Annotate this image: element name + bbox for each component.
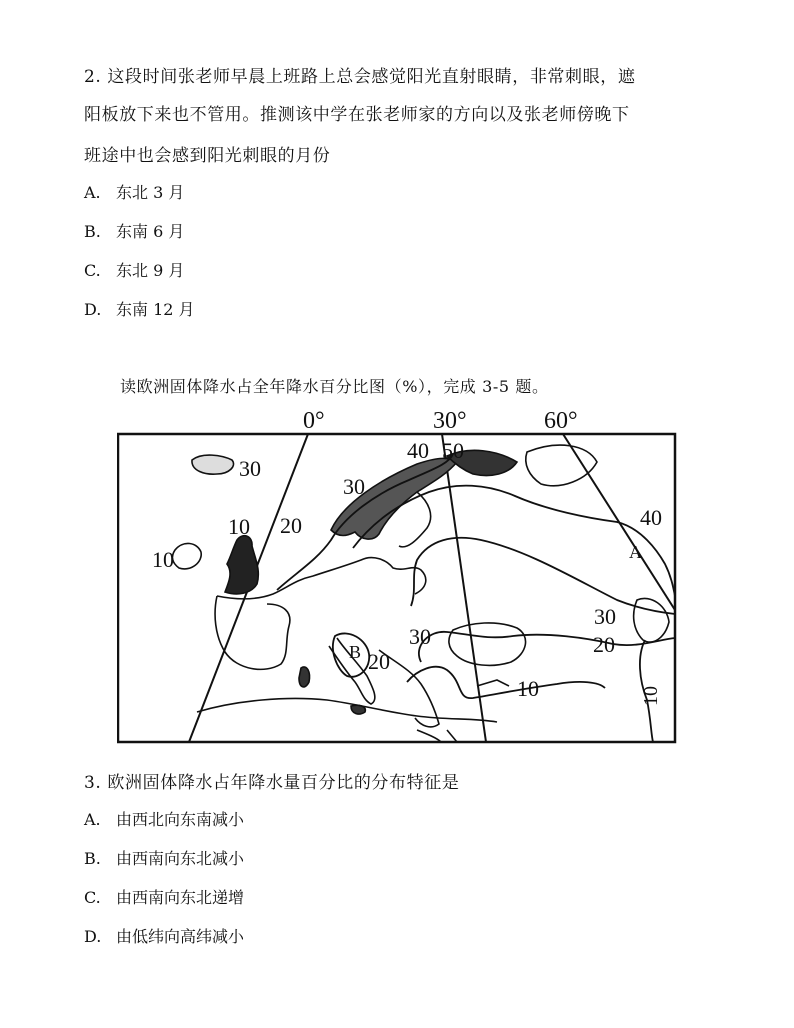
isoline-label-40-east: 40 xyxy=(640,505,662,530)
isoline-label-20-britain: 20 xyxy=(280,513,302,538)
point-label-a: A xyxy=(629,542,642,562)
q3-option-b xyxy=(84,846,244,869)
option-key: B. xyxy=(84,222,101,241)
longitude-30: 30° xyxy=(433,408,467,434)
q2-stem-line3: 班途中也会感到阳光刺眼的月份 xyxy=(84,146,331,166)
isoline-label-30-iceland: 30 xyxy=(239,456,261,481)
q2-stem-line2: 阳板放下来也不管用。推测该中学在张老师家的方向以及张老师傍晚下 xyxy=(84,105,630,125)
isoline-label-30-east: 30 xyxy=(594,604,616,629)
isolines xyxy=(277,454,675,742)
option-text: 东北 3 月 xyxy=(116,183,185,202)
q2-option-a xyxy=(84,180,184,203)
isoline-label-30-scandinavia: 30 xyxy=(343,474,365,499)
q3-option-d xyxy=(84,924,244,947)
isoline-label-10-britain: 10 xyxy=(228,514,250,539)
isoline-label-20-east: 20 xyxy=(593,632,615,657)
isoline-label-20-italy: 20 xyxy=(368,649,390,674)
option-key: B. xyxy=(84,849,101,868)
option-text: 由西北向东南减小 xyxy=(116,810,245,829)
longitude-60: 60° xyxy=(544,408,578,434)
option-key: C. xyxy=(84,261,101,280)
longitude-0: 0° xyxy=(303,408,325,434)
q3-stem: 3. 欧洲固体降水占年降水量百分比的分布特征是 xyxy=(84,773,460,793)
option-text: 由西南向东北减小 xyxy=(116,849,245,868)
option-key: D. xyxy=(84,300,102,319)
option-text: 东北 9 月 xyxy=(116,261,185,280)
q3-option-c xyxy=(84,885,244,908)
option-key: C. xyxy=(84,888,101,907)
q2-option-b xyxy=(84,219,184,242)
isoline-label-10-south: 10 xyxy=(517,676,539,701)
q2-stem-line1: 2. 这段时间张老师早晨上班路上总会感觉阳光直射眼睛，非常刺眼，遮 xyxy=(84,67,636,87)
point-label-b: B xyxy=(349,642,362,662)
map-intro: 读欧洲固体降水占全年降水百分比图（%），完成 3-5 题。 xyxy=(120,377,549,396)
q3-option-a xyxy=(84,807,244,830)
option-text: 由低纬向高纬减小 xyxy=(116,927,245,946)
option-key: A. xyxy=(84,183,101,202)
option-text: 东南 12 月 xyxy=(116,300,195,319)
q2-option-c xyxy=(84,258,184,281)
isoline-label-10-ireland: 10 xyxy=(152,547,174,572)
option-text: 由西南向东北递增 xyxy=(116,888,245,907)
option-key: A. xyxy=(84,810,101,829)
europe-snowfall-map xyxy=(117,400,687,746)
isoline-label-30-central: 30 xyxy=(409,624,431,649)
isoline-label-50-north: 50 xyxy=(442,438,464,463)
option-text: 东南 6 月 xyxy=(116,222,185,241)
option-key: D. xyxy=(84,927,102,946)
isoline-label-40-north: 40 xyxy=(407,438,429,463)
q2-option-d xyxy=(84,297,195,320)
isoline-label-10-caspian: 10 xyxy=(640,686,662,706)
